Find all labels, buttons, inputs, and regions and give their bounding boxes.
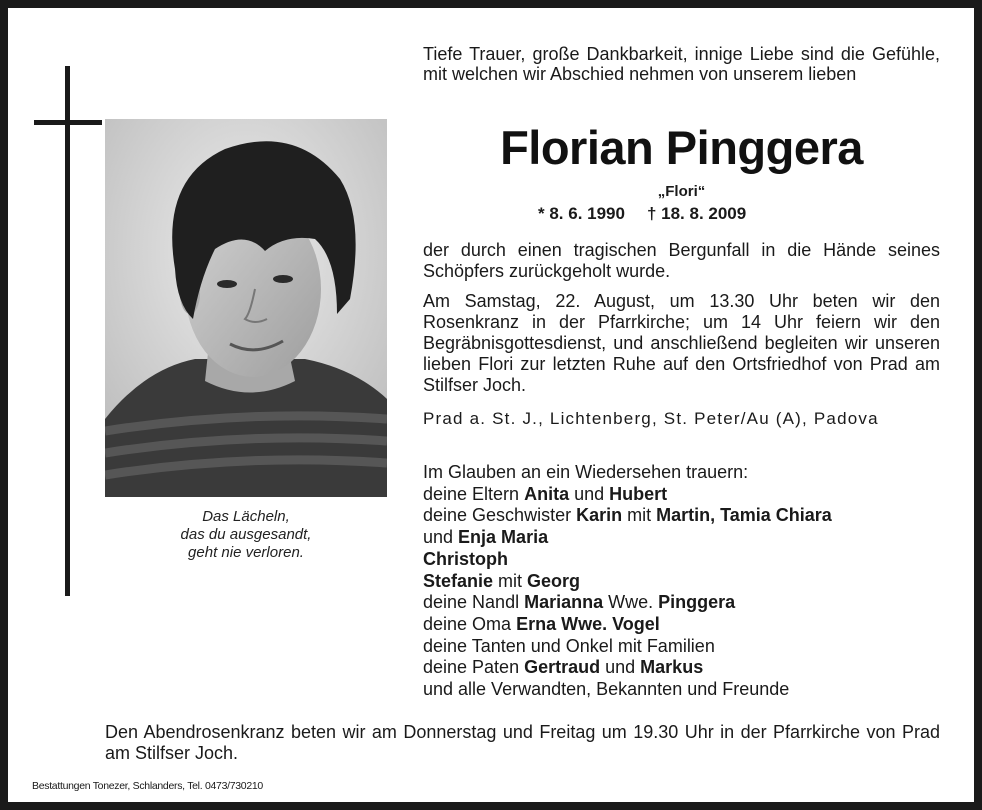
caption-line: geht nie verloren. <box>188 544 304 561</box>
footer-rosary-note: Den Abendrosenkranz beten wir am Donnerstag und Freitag um 19.30 Uhr in der Pfarrkirche von Prad am Stilfser Joch. <box>105 722 940 763</box>
caption-line: das du ausgesandt, <box>180 526 312 543</box>
caption-line: Das Lächeln, <box>202 508 290 525</box>
death-date: † 18. 8. 2009 <box>646 204 747 223</box>
mourner-line: deine Eltern Anita und Hubert <box>423 483 668 504</box>
intro-text: Tiefe Trauer, große Dankbarkeit, innige Liebe sind die Gefühle, mit welchen wir Abschied nehmen von unserem lieben <box>423 44 940 84</box>
mourner-line: deine Paten Gertraud und Markus <box>423 657 704 678</box>
mourner-line: deine Tanten und Onkel mit Familien <box>423 635 715 656</box>
photo-caption <box>130 508 362 562</box>
mourners-intro: Im Glauben an ein Wiedersehen trauern: <box>423 462 749 482</box>
mourner-line: und Enja Maria <box>423 527 549 548</box>
nickname: „Flori“ <box>657 183 706 200</box>
funeral-home-imprint: Bestattungen Tonezer, Schlanders, Tel. 0473/730210 <box>32 780 263 792</box>
paragraph-funeral: Am Samstag, 22. August, um 13.30 Uhr beten wir den Rosenkranz in der Pfarrkirche; um 14 Uhr feiern wir den Begräbnisgottesdienst, und anschließend begleiten wir unseren lieben Flori zur letzten Ruhe auf den Ortsfriedhof von Prad am Stilfser Joch. <box>423 291 940 395</box>
mourner-line: und alle Verwandten, Bekannten und Freunde <box>423 679 790 700</box>
portrait-photo <box>105 119 387 497</box>
cross-vertical <box>65 66 70 596</box>
birth-date: * 8. 6. 1990 <box>538 204 625 223</box>
mourner-line: deine Oma Erna Wwe. Vogel <box>423 613 660 634</box>
life-dates <box>538 204 838 224</box>
deceased-name: Florian Pinggera <box>500 121 863 174</box>
mourners-list <box>423 462 943 701</box>
mourner-line: Stefanie mit Georg <box>423 570 581 591</box>
mourner-line: deine Geschwister Karin mit Martin, Tamia Chiara <box>423 505 832 526</box>
mourner-line: Christoph <box>423 548 508 569</box>
places: Prad a. St. J., Lichtenberg, St. Peter/Au (A), Padova <box>423 409 879 428</box>
cross-horizontal <box>34 120 102 125</box>
paragraph-accident: der durch einen tragischen Bergunfall in die Hände seines Schöpfers zurückgeholt wurde. <box>423 240 940 281</box>
mourner-line: deine Nandl Marianna Wwe. Pinggera <box>423 592 736 613</box>
